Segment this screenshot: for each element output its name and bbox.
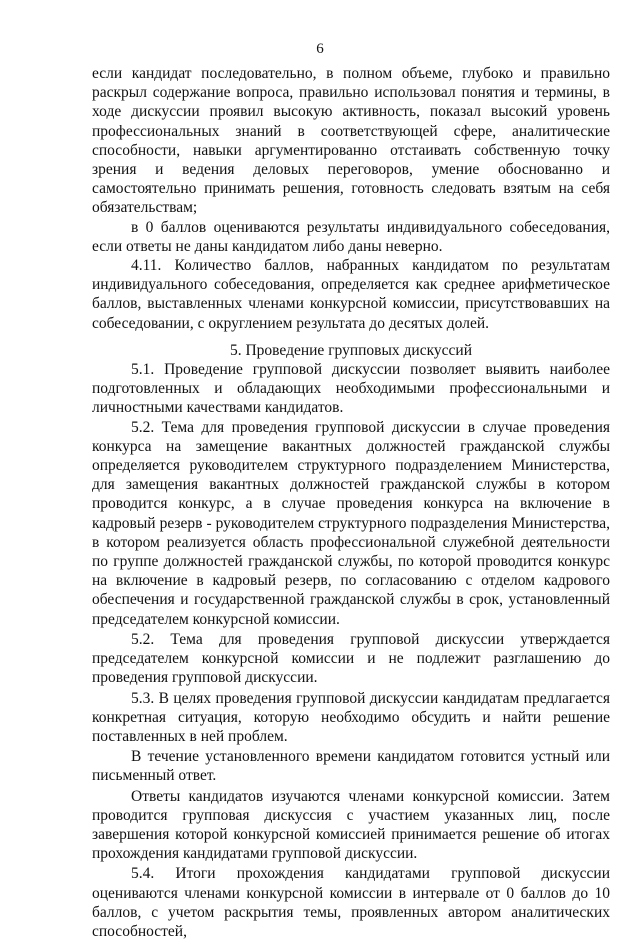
- page-number: 6: [316, 41, 324, 57]
- paragraph-5-3: 5.3. В целях проведения групповой дискуссии кандидатам предлагается конкретная ситуация, которую необходимо обсудить и найти решение поставленных в ней проблем.: [92, 689, 610, 745]
- paragraph-answers-review: Ответы кандидатов изучаются членами конкурсной комиссии. Затем проводится групповая дискуссия с участием указанных лиц, после завершения которой конкурсной комиссией принимается решение об итогах прохождения кандидатами групповой дискуссии.: [92, 787, 610, 863]
- paragraph-5-1: 5.1. Проведение групповой дискуссии позволяет выявить наиболее подготовленных и обладающих необходимыми профессиональными и личностными качествами кандидатов.: [92, 361, 610, 417]
- paragraph-criteria-continuation: если кандидат последовательно, в полном объеме, глубоко и правильно раскрыл содержание вопроса, правильно использовал понятия и термины, в ходе дискуссии проявил высокую активность, показал высокий уровень профессиональных знаний в соответствующей сфере, аналитические способности, навыки аргументированно отстаивать собственную точку зрения и ведения деловых переговоров, умение обоснованно и самостоятельно принимать решения, готовность следовать взятым на себя обязательствам;: [92, 65, 610, 217]
- paragraph-zero-points: в 0 баллов оцениваются результаты индивидуального собеседования, если ответы не даны кандидатом либо даны неверно.: [92, 218, 610, 255]
- paragraph-5-2-topic-definition: 5.2. Тема для проведения групповой дискуссии в случае проведения конкурса на замещение вакантных должностей гражданской службы определяется руководителем структурного подразделением Министерства, для замещения вакантных должностей гражданской службы в котором проводится конкурс, а в случае проведения конкурса на включение в кадровый резерв - руководителем структурного подразделения Министерства, в котором реализуется область профессиональной служебной деятельности по группе должностей гражданской службы, по которой проводится конкурс на включение в кадровый резерв, по согласованию с отделом кадрового обеспечения и государственной гражданской службы в срок, установленный председателем конкурсной комиссии.: [92, 418, 610, 628]
- section-heading-5: 5. Проведение групповых дискуссий: [229, 341, 473, 359]
- paragraph-5-2-topic-approval: 5.2. Тема для проведения групповой дискуссии утверждается председателем конкурсной комиссии и не подлежит разглашению до проведения групповой дискуссии.: [92, 630, 610, 687]
- paragraph-4-11: 4.11. Количество баллов, набранных кандидатом по результатам индивидуального собеседования, определяется как среднее арифметическое баллов, выставленных членами конкурсной комиссии, присутствовавших на собеседовании, с округлением результата до десятых долей.: [92, 257, 610, 332]
- document-body: [92, 64, 610, 941]
- paragraph-answer-preparation: В течение установленного времени кандидатом готовится устный или письменный ответ.: [92, 748, 610, 785]
- paragraph-5-4: 5.4. Итоги прохождения кандидатами групповой дискуссии оцениваются членами конкурсной комиссии в интервале от 0 баллов до 10 баллов, с учетом раскрытия темы, проявленных автором аналитических способностей,: [92, 865, 610, 940]
